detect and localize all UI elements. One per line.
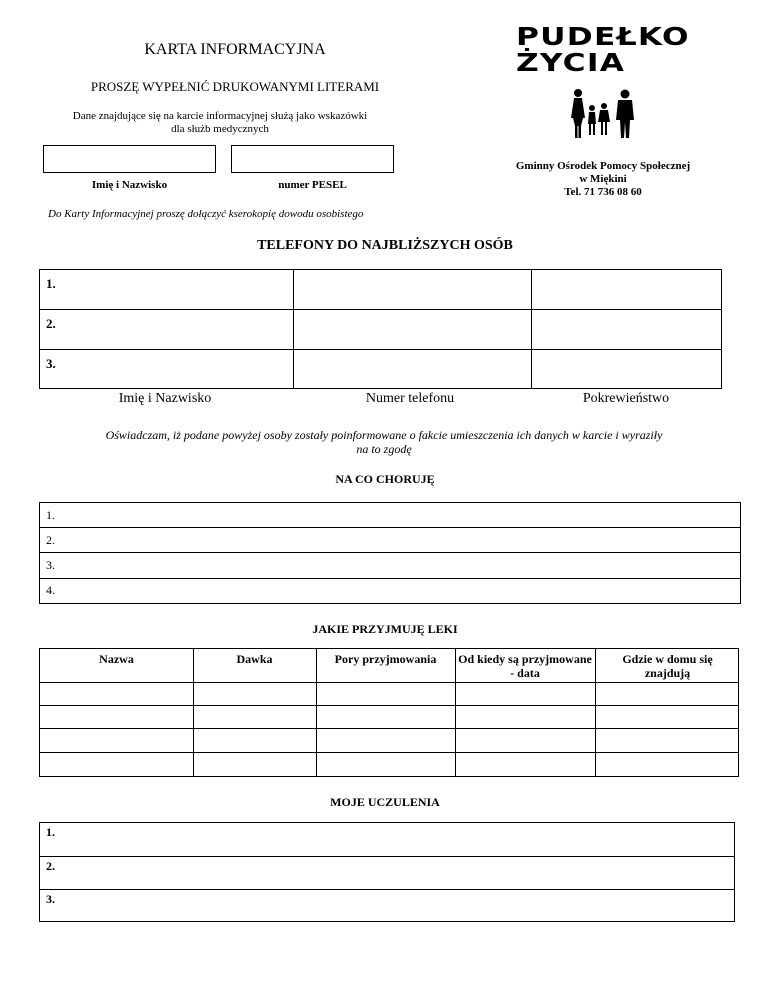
pesel-field[interactable] [231, 145, 394, 173]
contact-row-3[interactable]: 3. [46, 356, 56, 371]
purpose-note-line1: Dane znajdujące się na karcie informacyjnej służą jako wskazówki [72, 110, 368, 122]
contact-row-1[interactable]: 1. [46, 276, 56, 291]
allergy-row-1[interactable]: 1. [46, 825, 55, 839]
contacts-col-name: Imię i Nazwisko [118, 391, 212, 406]
attachment-note: Do Karty Informacyjnej proszę dołączyć kserokopię dowodu osobistego [48, 208, 364, 220]
allergies-heading: MOJE UCZULENIA [330, 795, 440, 809]
logo-title-line2: ŻYCIA [516, 48, 626, 77]
declaration-line2: na to zgodę [356, 442, 412, 456]
allergy-row-3[interactable]: 3. [46, 892, 55, 906]
form-title: KARTA INFORMACYJNA [144, 41, 326, 58]
pesel-label: numer PESEL [278, 179, 347, 191]
contacts-col-relation: Pokrewieństwo [582, 391, 670, 406]
illness-row-3[interactable]: 3. [46, 558, 55, 572]
fill-instruction: PROSZĘ WYPEŁNIĆ DRUKOWANYMI LITERAMI [90, 79, 380, 94]
org-name-line2: w Miękini [579, 173, 627, 185]
logo-title-line1: PUDEŁKO [516, 22, 690, 51]
medications-heading: JAKIE PRZYJMUJĘ LEKI [312, 622, 458, 636]
name-field[interactable] [43, 145, 216, 173]
med-col-since: Od kiedy są przyjmowane - data [458, 652, 592, 680]
illnesses-table [39, 502, 741, 604]
declaration-line1: Oświadczam, iż podane powyżej osoby zostały poinformowane o fakcie umieszczenia ich danych w karcie i wyraziły [105, 428, 663, 442]
med-col-location: Gdzie w domu się znajdują [622, 652, 713, 680]
contacts-col-phone: Numer telefonu [365, 391, 455, 406]
org-phone: Tel. 71 736 08 60 [564, 186, 642, 198]
org-name-line1: Gminny Ośrodek Pomocy Społecznej [515, 160, 691, 172]
contacts-heading: TELEFONY DO NAJBLIŻSZYCH OSÓB [257, 238, 513, 253]
med-col-times: Pory przyjmowania [334, 652, 437, 666]
illness-row-4[interactable]: 4. [46, 583, 55, 597]
med-col-dose: Dawka [236, 652, 273, 666]
allergies-table [39, 822, 735, 922]
name-label: Imię i Nazwisko [91, 179, 168, 191]
contact-row-2[interactable]: 2. [46, 316, 56, 331]
contacts-table [39, 269, 722, 389]
med-col-name: Nazwa [99, 652, 134, 666]
illnesses-heading: NA CO CHORUJĘ [335, 472, 435, 486]
illness-row-1[interactable]: 1. [46, 508, 55, 522]
purpose-note-line2: dla służb medycznych [171, 123, 269, 135]
allergy-row-2[interactable]: 2. [46, 859, 55, 873]
medications-table [39, 648, 739, 777]
family-silhouette-icon [568, 88, 640, 140]
illness-row-2[interactable]: 2. [46, 533, 55, 547]
